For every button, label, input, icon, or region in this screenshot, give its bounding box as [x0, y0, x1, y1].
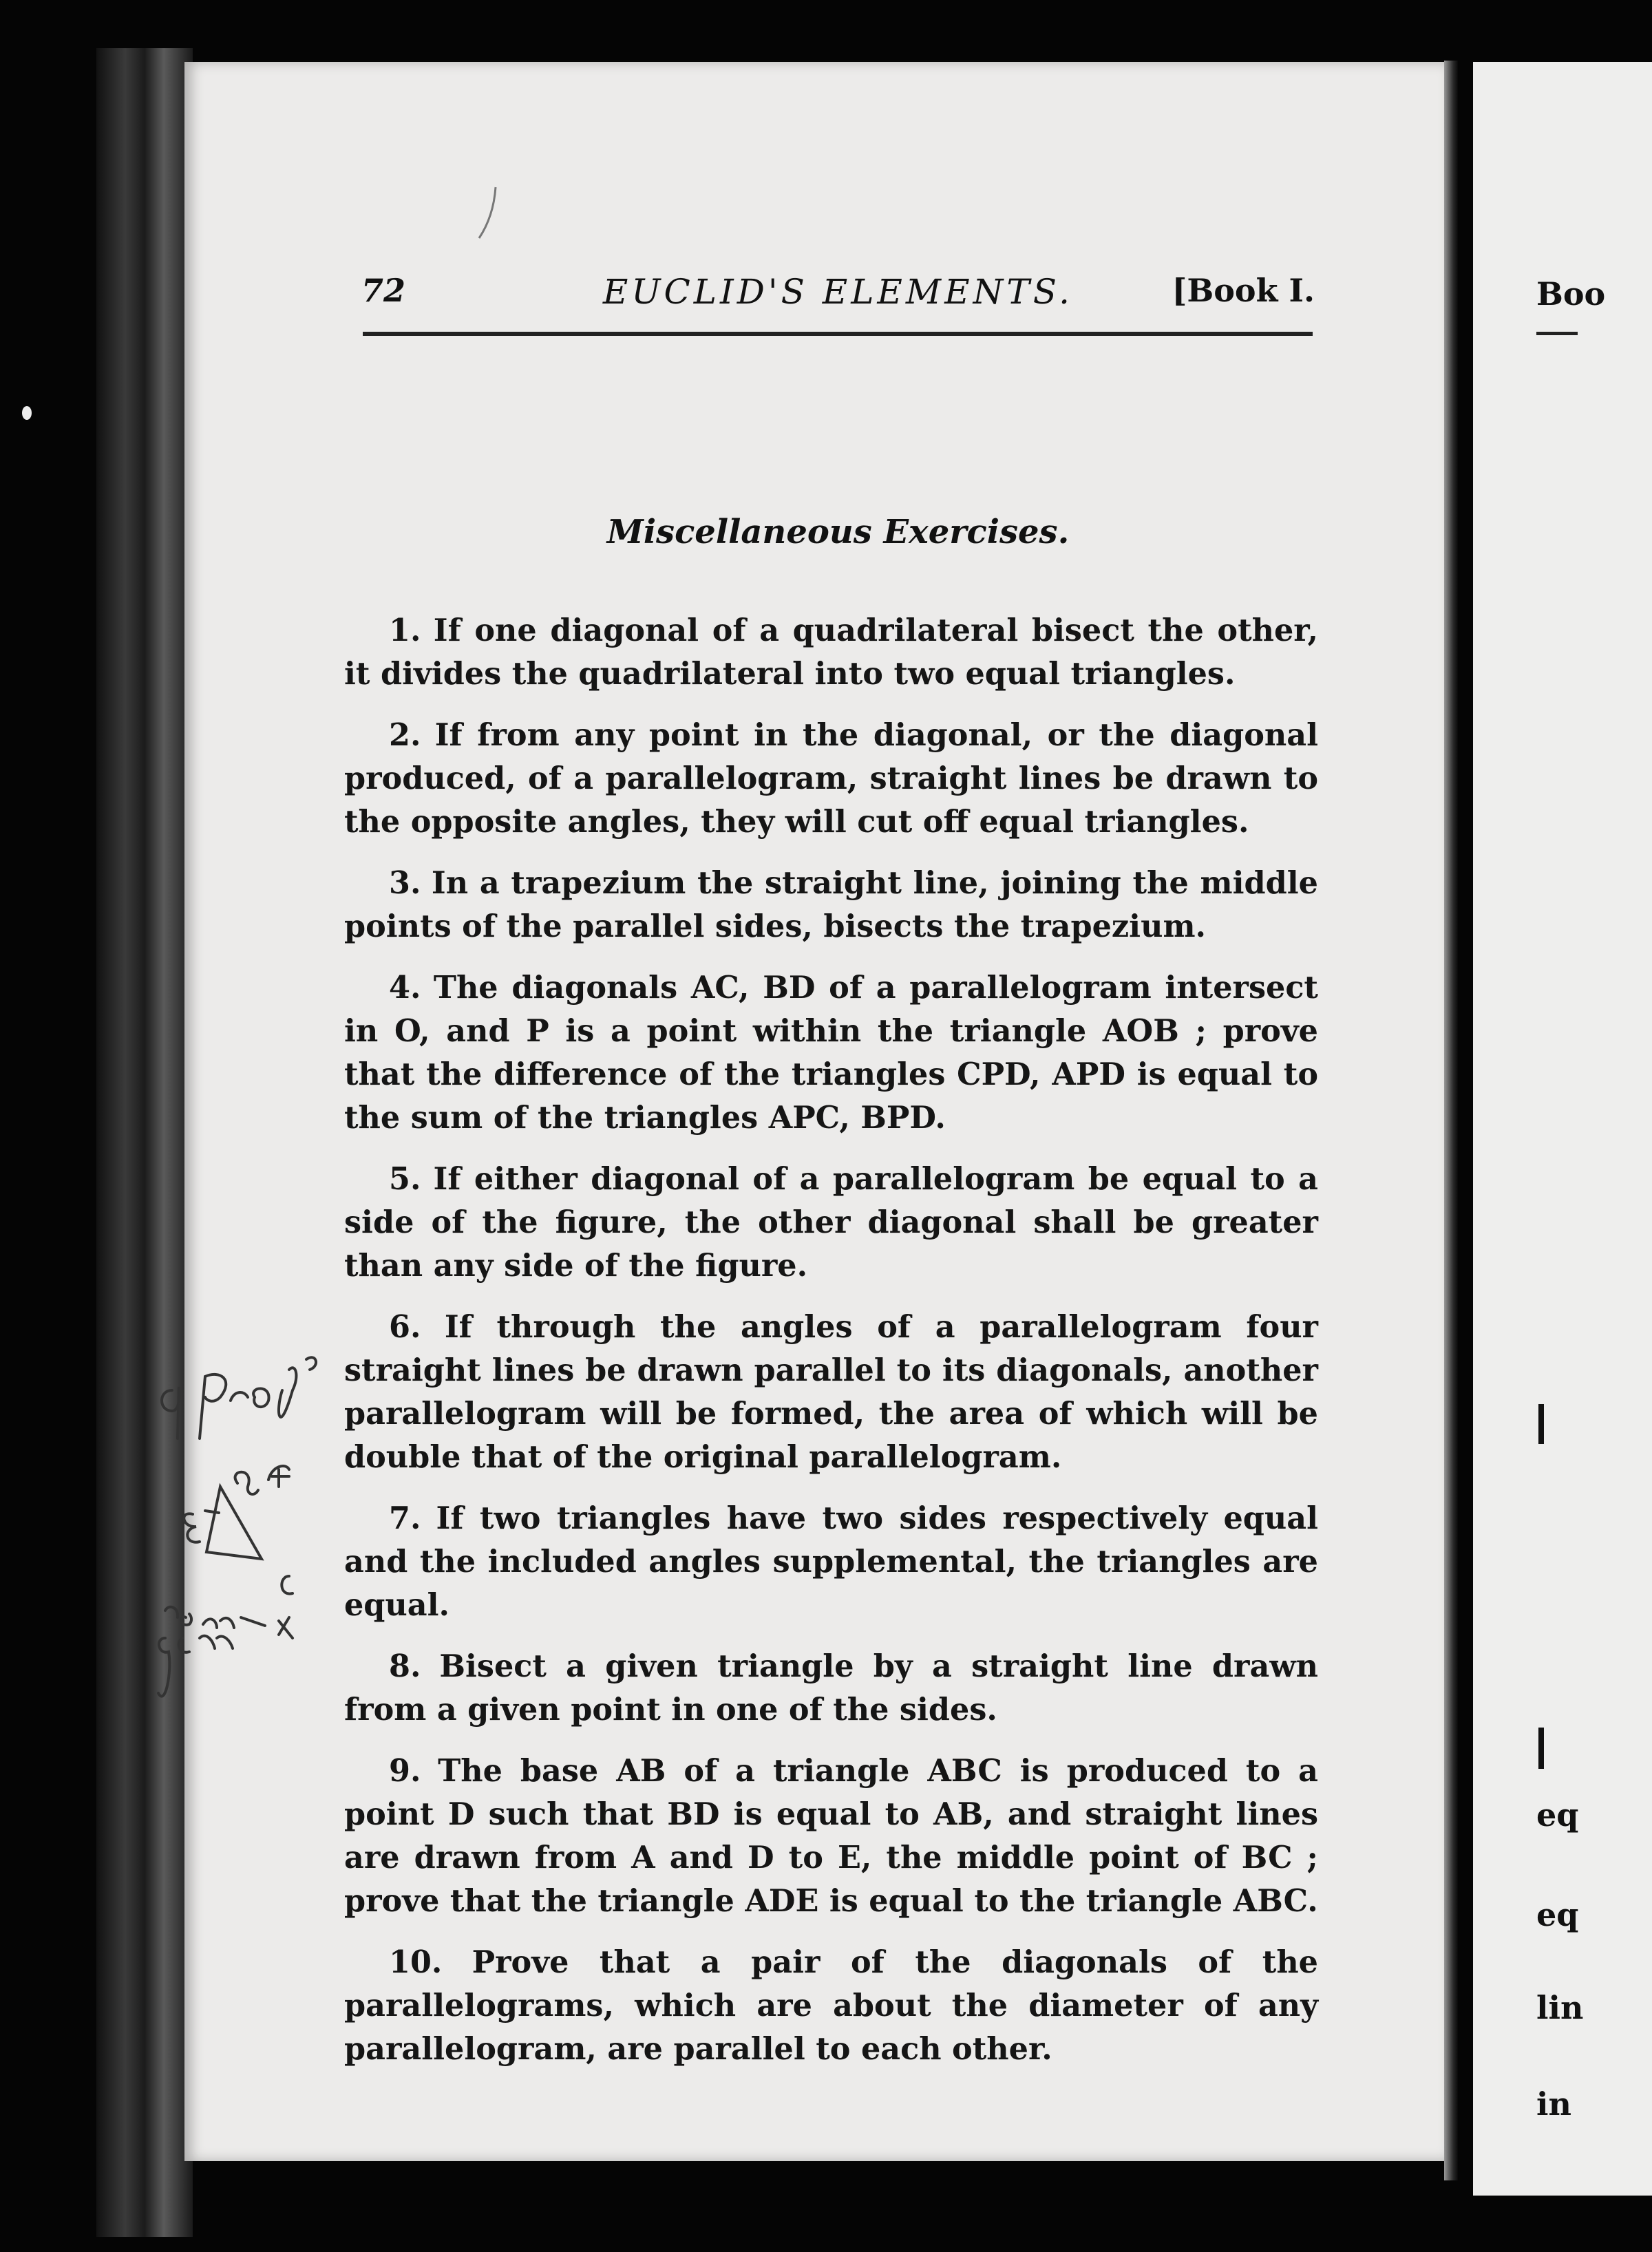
- book-reference: [Book I.: [1172, 272, 1315, 309]
- adjacent-page-fragment: Boo: [1536, 275, 1606, 312]
- exercise-number: 9.: [389, 1753, 421, 1789]
- exercise-number: 2.: [389, 717, 421, 753]
- exercise-item: [344, 1306, 1318, 1479]
- exercise-item: [344, 1497, 1318, 1627]
- page-header: [361, 272, 1315, 320]
- exercise-number: 5.: [389, 1161, 421, 1197]
- exercise-number: 7.: [389, 1500, 421, 1536]
- exercise-text: If one diagonal of a quadrilateral bisect the other, it divides the quadrilateral into two equal triangles.: [344, 613, 1318, 692]
- exercise-number: 1.: [389, 613, 421, 648]
- exercise-item: [344, 1645, 1318, 1732]
- exercise-number: 10.: [389, 1944, 443, 1980]
- adjacent-page-rule: [1536, 332, 1578, 335]
- exercise-list: [344, 609, 1318, 2089]
- exercise-text: If from any point in the diagonal, or the diagonal produced, of a parallelogram, straight lines be drawn to the opposite angles, they will cut off equal triangles.: [344, 717, 1318, 840]
- exercise-number: 4.: [389, 970, 421, 1006]
- exercise-item: [344, 1750, 1318, 1923]
- exercise-text: The base AB of a triangle ABC is produced to a point D such that BD is equal to AB, and straight lines are drawn from A and D to E, the middle point of BC ; prove that the triangle ADE is equal to the triangle ABC.: [344, 1753, 1318, 1919]
- adjacent-page-fragment-mark: [1538, 1728, 1544, 1769]
- exercise-number: 3.: [389, 865, 421, 901]
- exercise-text: In a trapezium the straight line, joining the middle points of the parallel sides, bisects the trapezium.: [344, 865, 1318, 944]
- handwritten-margin-annotation: [151, 1349, 358, 1789]
- adjacent-page: [1473, 62, 1652, 2196]
- book-spine: [96, 48, 193, 2237]
- running-title: EUCLID'S ELEMENTS.: [602, 272, 1074, 312]
- page-edge-shadow: [1444, 61, 1459, 2180]
- header-rule: [363, 332, 1313, 336]
- adjacent-page-fragment: eq: [1536, 1896, 1579, 1933]
- exercise-text: Bisect a given triangle by a straight line drawn from a given point in one of the sides.: [344, 1648, 1318, 1728]
- adjacent-page-fragment-mark: [1538, 1404, 1544, 1444]
- exercise-item: [344, 862, 1318, 948]
- exercise-item: [344, 1158, 1318, 1288]
- adjacent-page-fragment: in: [1536, 2085, 1571, 2123]
- page-number: 72: [361, 272, 406, 309]
- exercise-number: 8.: [389, 1648, 421, 1684]
- film-mark: [22, 406, 32, 420]
- adjacent-page-fragment: eq: [1536, 1796, 1579, 1834]
- exercise-item: [344, 714, 1318, 844]
- exercise-item: [344, 609, 1318, 696]
- exercise-text: If through the angles of a parallelogram four straight lines be drawn parallel to its diagonals, another parallelogram will be formed, the area of which will be double that of the original parallelogram.: [344, 1309, 1318, 1475]
- exercise-number: 6.: [389, 1309, 421, 1345]
- section-title: Miscellaneous Exercises.: [606, 513, 1070, 551]
- exercise-text: If either diagonal of a parallelogram be equal to a side of the figure, the other diagonal shall be greater than any side of the figure.: [344, 1161, 1318, 1284]
- exercise-text: The diagonals AC, BD of a parallelogram intersect in O, and P is a point within the triangle AOB ; prove that the difference of the triangles CPD, APD is equal to the sum of the triangles APC, BPD.: [344, 970, 1318, 1136]
- exercise-item: [344, 966, 1318, 1140]
- adjacent-page-fragment: lin: [1536, 1989, 1584, 2026]
- exercise-item: [344, 1941, 1318, 2071]
- exercise-text: If two triangles have two sides respectively equal and the included angles supplemental, the triangles are equal.: [344, 1500, 1318, 1623]
- exercise-text: Prove that a pair of the diagonals of the parallelograms, which are about the diameter of any parallelogram, are parallel to each other.: [344, 1944, 1318, 2067]
- pencil-stroke: [475, 186, 502, 241]
